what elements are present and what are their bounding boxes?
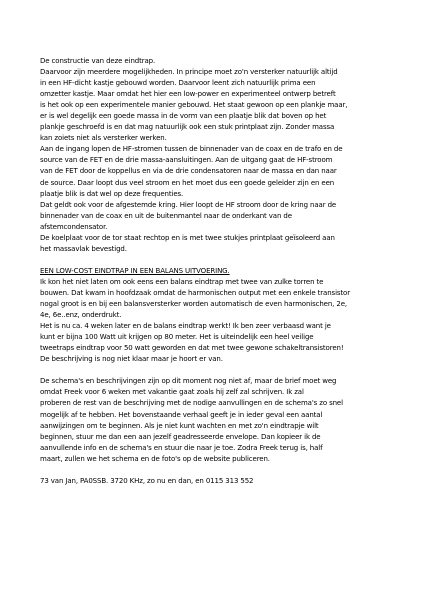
paragraph-line: de source. Daar loopt dus veel stroom en het moet dus een goede geleider zijn en een xyxy=(40,178,335,187)
paragraph-line: beginnen, stuur me dan een aan jezelf geadresseerde envelope. Dan kopieer ik de xyxy=(40,432,321,441)
schematics-section xyxy=(40,376,390,464)
document-page xyxy=(40,56,390,487)
paragraph-line: binnenader van de coax en uit de buitenmantel naar de onderkant van de xyxy=(40,211,292,220)
paragraph-line: aanwijzingen om te beginnen. Als je niet kunt wachten en met zo'n eindtrapje wilt xyxy=(40,421,319,430)
paragraph-line: maart, zullen we het schema en de foto's op de website publiceren. xyxy=(40,454,270,463)
paragraph-line: is het ook op een experimentele manier gebouwd. Het staat gewoon op een plankje maar, xyxy=(40,101,348,110)
paragraph-line: omdat Freek voor 6 weken met vakantie gaat zoals hij zelf zal schrijven. Ik zal xyxy=(40,388,304,397)
paragraph-line: proberen de rest van de beschrijving met de nodige aanvullingen en de schema's zo snel xyxy=(40,399,343,408)
paragraph-line: aanvullende info en de schema's en stuur die naar je toe. Zodra Freek terug is, half xyxy=(40,443,323,452)
paragraph-gap xyxy=(40,465,390,476)
paragraph-gap xyxy=(40,365,390,376)
paragraph-line: in een HF-dicht kastje gebouwd worden. Daarvoor leent zich natuurlijk prima een xyxy=(40,79,316,88)
paragraph-line: 4e, 6e..enz, onderdrukt. xyxy=(40,311,122,320)
paragraph-line: van de FET door de koppellus en via de drie condensatoren naar de massa en dan naar xyxy=(40,167,337,176)
paragraph-line: Dat geldt ook voor de afgestemde kring. Hier loopt de HF stroom door de kring naar de xyxy=(40,200,337,209)
balance-amplifier-section xyxy=(40,266,390,365)
paragraph-line: plaatje blik is dat wel op deze frequenties. xyxy=(40,189,184,198)
paragraph-line: Aan de ingang lopen de HF-stromen tussen de binnenader van de coax en de trafo en de xyxy=(40,145,343,154)
paragraph-line: De constructie van deze eindtrap. xyxy=(40,57,156,65)
paragraph-line: plankje geschroefd is en dat mag natuurlijk ook een stuk printplaat zijn. Zonder massa xyxy=(40,123,335,132)
paragraph-line: mogelijk af te hebben. Het bovenstaande verhaal geeft je in ieder geval een aantal xyxy=(40,410,323,419)
section-heading: EEN LOW-COST EINDTRAP IN EEN BALANS UITVOERING. xyxy=(40,266,230,275)
paragraph-line: afstemcondensator. xyxy=(40,222,108,231)
paragraph-line: kan zoiets niet als versterker werken. xyxy=(40,134,167,143)
paragraph-line: source van de FET en de drie massa-aansluitingen. Aan de uitgang gaat de HF-stroom xyxy=(40,156,333,165)
paragraph-line: Daarvoor zijn meerdere mogelijkheden. In principe moet zo'n versterker natuurlijk altijd xyxy=(40,68,338,77)
paragraph-line: omzetter kastje. Maar omdat het hier een low-power en experimenteel ontwerp betreft xyxy=(40,90,336,99)
paragraph-line: nogal groot is en bij een balansversterker worden automatisch de even harmonischen, 2e, xyxy=(40,300,348,309)
paragraph-gap xyxy=(40,255,390,266)
paragraph-line: kunt er bijna 100 Watt uit krijgen op 80 meter. Het is uiteindelijk een heel veilige xyxy=(40,333,314,342)
paragraph-line: Ik kon het niet laten om ook eens een balans eindtrap met twee van zulke torren te xyxy=(40,277,324,286)
paragraph-line: De beschrijving is nog niet klaar maar je hoort er van. xyxy=(40,355,223,364)
paragraph-line: het massavlak bevestigd. xyxy=(40,244,127,253)
paragraph-line: tweetraps eindtrap voor 50 watt geworden en dat met twee gewone schakeltransistoren! xyxy=(40,344,344,353)
paragraph-line: De koelplaat voor de tor staat rechtop en is met twee stukjes printplaat geïsoleerd aan xyxy=(40,233,335,242)
paragraph-line: Het is nu ca. 4 weken later en de balans eindtrap werkt! Ik ben zeer verbaasd want je xyxy=(40,322,331,331)
construction-section xyxy=(40,56,390,255)
paragraph-line: bouwen. Dat kwam in hoofdzaak omdat de harmonischen output met een enkele transistor xyxy=(40,288,350,297)
signoff-line: 73 van Jan, PA0SSB. 3720 KHz, zo nu en dan, en 0115 313 552 xyxy=(40,476,254,485)
paragraph-line: er is wel degelijk een goede massa in de vorm van een plaatje blik dat boven op het xyxy=(40,112,327,121)
paragraph-line: De schema's en beschrijvingen zijn op dit moment nog niet af, maar de brief moet weg xyxy=(40,377,337,386)
